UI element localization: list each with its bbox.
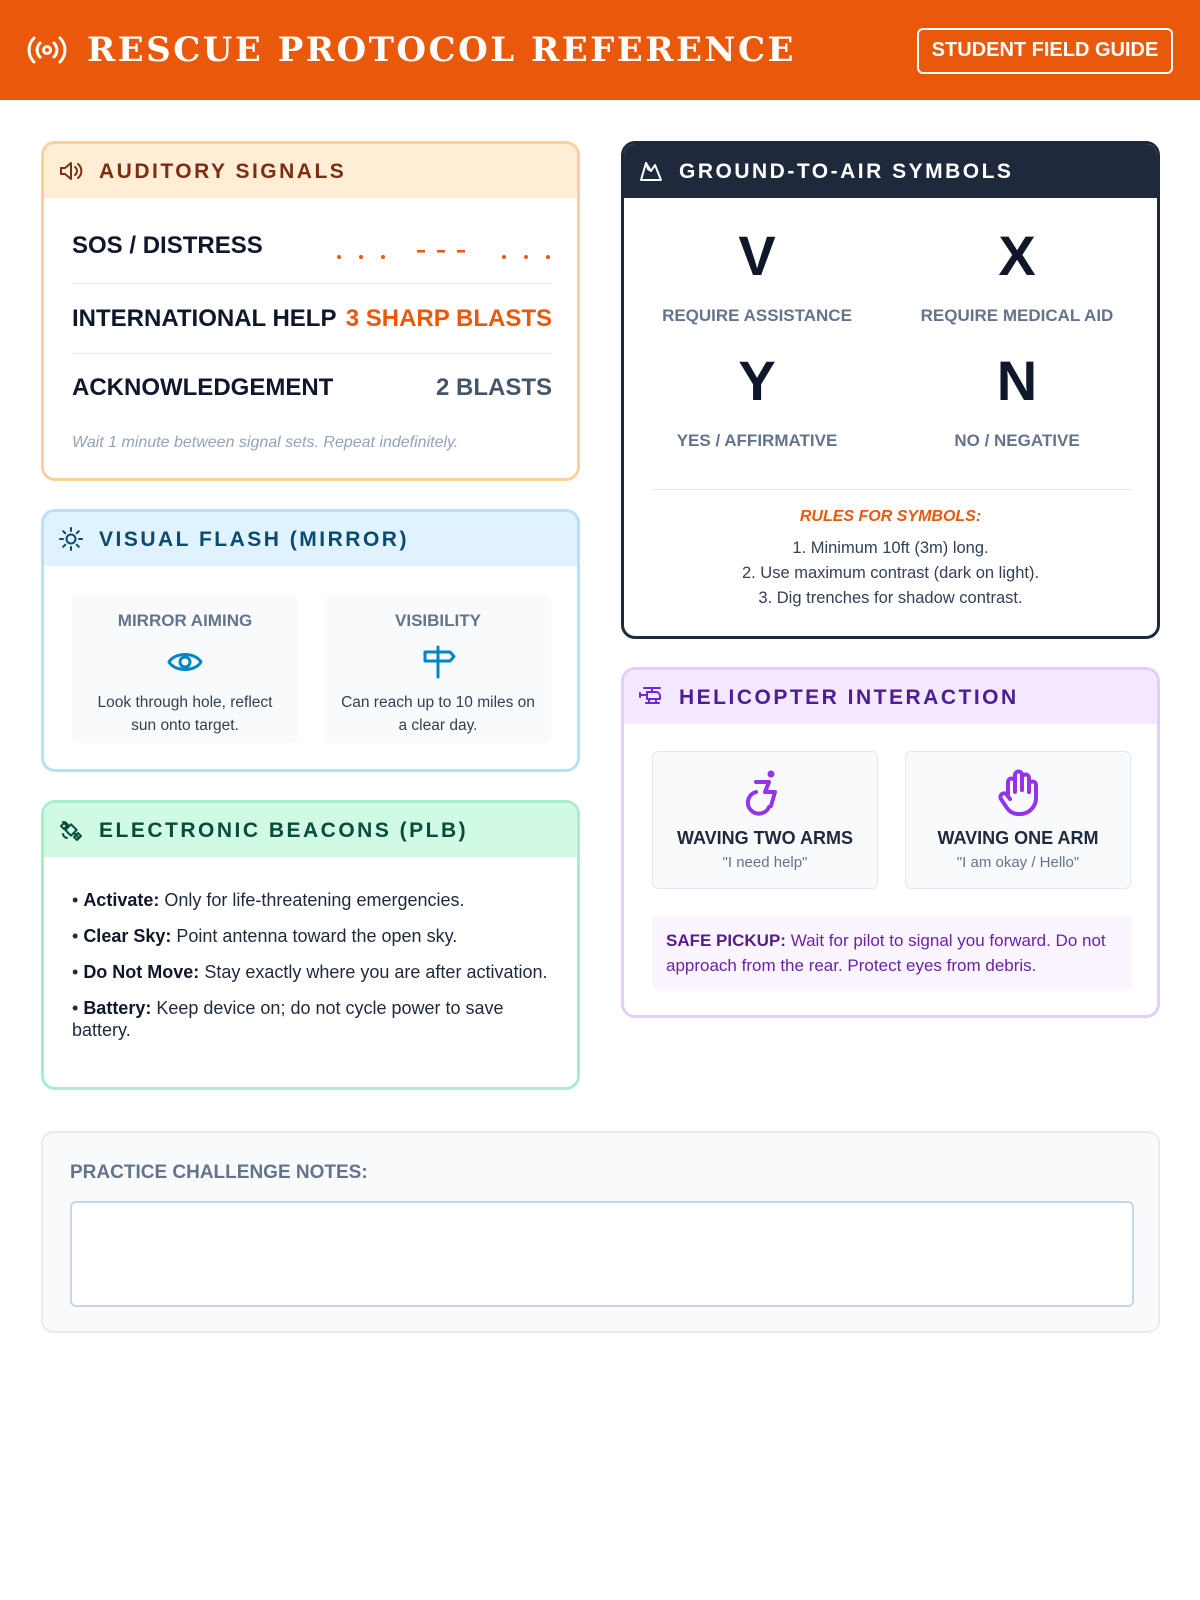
- battery-label: Battery:: [83, 998, 152, 1018]
- rules-list: [624, 536, 1157, 611]
- auditory-signals-header: [44, 144, 577, 198]
- visual-flash-header: [44, 512, 577, 566]
- international-help-label: INTERNATIONAL HELP: [72, 305, 337, 332]
- rule-item: 1. Minimum 10ft (3m) long.: [792, 539, 989, 557]
- signal-row-acknowledgement: [72, 354, 552, 420]
- symbol-v-caption: REQUIRE ASSISTANCE: [662, 306, 852, 325]
- symbol-v-letter: V: [738, 224, 776, 287]
- sun-icon: [58, 526, 84, 552]
- symbol-y-caption: YES / AFFIRMATIVE: [676, 431, 838, 450]
- accessible-person-icon: [739, 766, 793, 820]
- waving-one-arm-title: WAVING ONE ARM: [937, 828, 1099, 848]
- safe-pickup-text: Wait for pilot to signal you forward. Do not approach from the rear. Protect eyes from debris.: [666, 931, 1106, 975]
- raised-hand-icon: [992, 766, 1046, 820]
- ground-to-air-header: [624, 144, 1157, 198]
- safe-pickup-label: SAFE PICKUP:: [666, 931, 786, 950]
- auditory-signals-card: [41, 141, 580, 481]
- acknowledgement-label: ACKNOWLEDGEMENT: [72, 374, 334, 401]
- clear-sky-label: Clear Sky:: [83, 926, 172, 946]
- symbol-v: [627, 224, 887, 326]
- rule-item: 3. Dig trenches for shadow contrast.: [758, 589, 1023, 607]
- rules-title: RULES FOR SYMBOLS:: [799, 508, 982, 525]
- battery-text: Keep device on; do not cycle power to save battery.: [72, 998, 504, 1040]
- helicopter-interaction-title: HELICOPTER INTERACTION: [679, 686, 1019, 709]
- helicopter-interaction-card: [621, 667, 1160, 1018]
- student-field-guide-badge: STUDENT FIELD GUIDE: [917, 28, 1173, 74]
- acknowledgement-value: 2 BLASTS: [435, 374, 552, 401]
- waving-one-arm-box: [905, 751, 1131, 889]
- list-item: • Clear Sky: Point antenna toward the open sky.: [72, 926, 458, 946]
- eye-icon: [166, 643, 204, 681]
- page-title: RESCUE PROTOCOL REFERENCE: [87, 30, 796, 70]
- satellite-icon: [58, 817, 84, 843]
- waving-one-arm-subtitle: "I am okay / Hello": [956, 854, 1080, 871]
- activate-label: Activate:: [83, 890, 160, 910]
- do-not-move-label: Do Not Move:: [83, 962, 200, 982]
- clear-sky-text: Point antenna toward the open sky.: [171, 926, 458, 946]
- visual-flash-title: VISUAL FLASH (MIRROR): [99, 528, 409, 551]
- rule-item: 2. Use maximum contrast (dark on light).: [741, 564, 1040, 582]
- list-item: • Battery: Keep device on; do not cycle power to save battery.: [72, 998, 504, 1040]
- signal-row-international-help: [72, 284, 552, 354]
- symbol-x-caption: REQUIRE MEDICAL AID: [920, 306, 1114, 325]
- practice-notes-field[interactable]: [70, 1201, 1134, 1307]
- visibility-box: [325, 595, 551, 743]
- symbol-y: [627, 349, 887, 451]
- waving-two-arms-title: WAVING TWO ARMS: [677, 828, 853, 848]
- electronic-beacons-card: [41, 800, 580, 1090]
- signal-row-sos: [72, 226, 552, 284]
- auditory-signals-title: AUDITORY SIGNALS: [99, 160, 347, 183]
- auditory-note: Wait 1 minute between signal sets. Repeat indefinitely.: [72, 434, 459, 451]
- symbol-x-letter: X: [998, 224, 1036, 287]
- waving-two-arms-subtitle: "I need help": [722, 854, 808, 871]
- mountain-icon: [638, 158, 664, 184]
- visibility-description: Can reach up to 10 miles on a clear day.: [341, 694, 535, 734]
- practice-notes-section: [41, 1131, 1160, 1333]
- broadcast-icon: [27, 34, 67, 66]
- symbol-n-caption: NO / NEGATIVE: [954, 431, 1080, 450]
- speaker-icon: [58, 158, 84, 184]
- beacon-instructions-list: [72, 889, 557, 1055]
- symbol-n: [887, 349, 1147, 451]
- symbol-n-letter: N: [996, 349, 1038, 412]
- symbol-x: [887, 224, 1147, 326]
- waving-two-arms-box: [652, 751, 878, 889]
- practice-notes-label: PRACTICE CHALLENGE NOTES:: [70, 1162, 368, 1183]
- ground-to-air-card: [621, 141, 1160, 639]
- do-not-move-text: Stay exactly where you are after activation.: [199, 962, 548, 982]
- visibility-title: VISIBILITY: [395, 611, 481, 630]
- international-help-value: 3 SHARP BLASTS: [345, 305, 552, 332]
- helicopter-icon: [638, 684, 664, 710]
- divider: [652, 489, 1132, 490]
- sos-morse-pattern: [332, 243, 552, 263]
- signpost-icon: [419, 643, 457, 681]
- ground-to-air-title: GROUND-TO-AIR SYMBOLS: [679, 160, 1014, 183]
- page-header: [0, 0, 1200, 100]
- mirror-aiming-box: [72, 595, 298, 743]
- mirror-aiming-title: MIRROR AIMING: [117, 611, 253, 630]
- visual-flash-card: [41, 509, 580, 772]
- list-item: • Activate: Only for life-threatening emergencies.: [72, 890, 465, 910]
- electronic-beacons-header: [44, 803, 577, 857]
- safe-pickup-note: [652, 915, 1132, 991]
- symbol-y-letter: Y: [738, 349, 776, 412]
- activate-text: Only for life-threatening emergencies.: [159, 890, 465, 910]
- electronic-beacons-title: ELECTRONIC BEACONS (PLB): [99, 819, 469, 842]
- list-item: • Do Not Move: Stay exactly where you are after activation.: [72, 962, 548, 982]
- mirror-aiming-description: Look through hole, reflect sun onto target.: [97, 694, 273, 734]
- helicopter-interaction-header: [624, 670, 1157, 724]
- sos-label: SOS / DISTRESS: [72, 232, 263, 259]
